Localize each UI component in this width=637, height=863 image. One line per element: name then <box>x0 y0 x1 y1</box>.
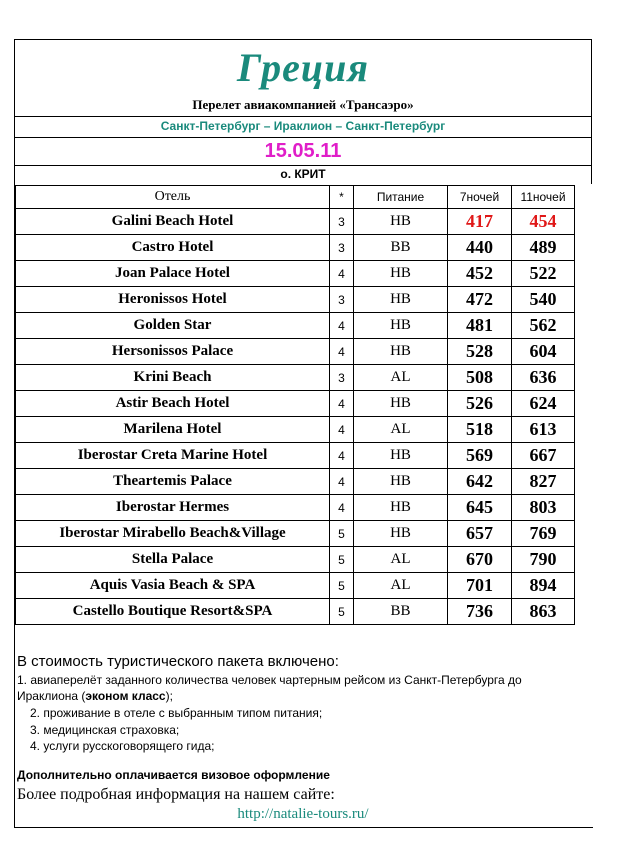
table-row <box>16 547 575 573</box>
star-rating: 4 <box>330 391 354 417</box>
star-rating: 4 <box>330 469 354 495</box>
price-7-nights: 452 <box>448 261 512 287</box>
star-rating: 4 <box>330 495 354 521</box>
price-7-nights: 518 <box>448 417 512 443</box>
price-11-nights: 604 <box>512 339 575 365</box>
included-item-2: 2. проживание в отеле с выбранным типом питания; <box>30 706 323 720</box>
table-row <box>16 573 575 599</box>
more-info-text: Более подробная информация на нашем сайте: <box>17 786 335 803</box>
price-11-nights: 522 <box>512 261 575 287</box>
airline-line: Перелет авиакомпанией «Трансаэро» <box>192 97 414 112</box>
island-name: о. КРИТ <box>280 167 326 181</box>
hotel-name: Joan Palace Hotel <box>16 261 330 287</box>
hotel-name: Golden Star <box>16 313 330 339</box>
price-11-nights: 624 <box>512 391 575 417</box>
meal-plan: AL <box>354 547 448 573</box>
hotel-name: Hersonissos Palace <box>16 339 330 365</box>
table-row <box>16 287 575 313</box>
price-11-nights: 454 <box>512 209 575 235</box>
star-rating: 5 <box>330 573 354 599</box>
price-11-nights: 636 <box>512 365 575 391</box>
price-11-nights: 540 <box>512 287 575 313</box>
included-item-1-continued <box>17 689 173 703</box>
included-item-4: 4. услуги русскоговорящего гида; <box>30 739 215 753</box>
price-11-nights: 769 <box>512 521 575 547</box>
star-rating: 5 <box>330 521 354 547</box>
included-item-1-end: ); <box>165 689 173 703</box>
price-11-nights: 667 <box>512 443 575 469</box>
hotel-name: Theartemis Palace <box>16 469 330 495</box>
price-7-nights: 472 <box>448 287 512 313</box>
meal-plan: BB <box>354 599 448 625</box>
hotel-name: Iberostar Hermes <box>16 495 330 521</box>
meal-plan: HB <box>354 287 448 313</box>
column-header-meal: Питание <box>354 186 448 209</box>
price-7-nights: 440 <box>448 235 512 261</box>
price-7-nights: 642 <box>448 469 512 495</box>
meal-plan: HB <box>354 495 448 521</box>
included-title: В стоимость туристического пакета включено: <box>17 653 339 670</box>
star-rating: 5 <box>330 547 354 573</box>
price-11-nights: 562 <box>512 313 575 339</box>
price-11-nights: 894 <box>512 573 575 599</box>
island-block <box>15 166 592 184</box>
hotel-name: Krini Beach <box>16 365 330 391</box>
table-row <box>16 339 575 365</box>
table-row <box>16 469 575 495</box>
table-row <box>16 521 575 547</box>
star-rating: 4 <box>330 339 354 365</box>
price-7-nights: 508 <box>448 365 512 391</box>
price-7-nights: 481 <box>448 313 512 339</box>
meal-plan: BB <box>354 235 448 261</box>
meal-plan: HB <box>354 313 448 339</box>
table-row <box>16 261 575 287</box>
meal-plan: AL <box>354 573 448 599</box>
hotel-name: Galini Beach Hotel <box>16 209 330 235</box>
price-7-nights: 526 <box>448 391 512 417</box>
star-rating: 3 <box>330 287 354 313</box>
table-row <box>16 417 575 443</box>
column-header-7-nights: 7ночей <box>448 186 512 209</box>
price-11-nights: 803 <box>512 495 575 521</box>
price-7-nights: 670 <box>448 547 512 573</box>
meal-plan: HB <box>354 469 448 495</box>
hotel-name: Castello Boutique Resort&SPA <box>16 599 330 625</box>
star-rating: 4 <box>330 443 354 469</box>
hotel-price-table <box>15 185 575 625</box>
hotel-name: Iberostar Mirabello Beach&Village <box>16 521 330 547</box>
included-item-1-class: эконом класс <box>85 689 166 703</box>
hotel-name: Aquis Vasia Beach & SPA <box>16 573 330 599</box>
table-row <box>16 313 575 339</box>
table-row <box>16 599 575 625</box>
table-header-row <box>16 186 575 209</box>
header-block <box>15 39 592 117</box>
table-row <box>16 391 575 417</box>
included-item-1-start: 1. авиаперелёт заданного количества человек чартерным рейсом из Санкт-Петербурга до <box>17 673 522 687</box>
price-7-nights: 736 <box>448 599 512 625</box>
table-row <box>16 365 575 391</box>
price-7-nights: 528 <box>448 339 512 365</box>
star-rating: 3 <box>330 235 354 261</box>
table-row <box>16 209 575 235</box>
price-7-nights: 417 <box>448 209 512 235</box>
table-row <box>16 235 575 261</box>
visa-note: Дополнительно оплачивается визовое оформление <box>17 768 330 782</box>
hotel-rows <box>16 209 575 625</box>
price-7-nights: 657 <box>448 521 512 547</box>
included-item-1-cont: Ираклиона ( <box>17 689 86 703</box>
included-item-3: 3. медицинская страховка; <box>30 723 180 737</box>
included-item-1 <box>17 673 522 687</box>
meal-plan: HB <box>354 443 448 469</box>
date-block <box>15 138 592 166</box>
table-row <box>16 495 575 521</box>
meal-plan: AL <box>354 417 448 443</box>
column-header-hotel: Отель <box>16 186 330 209</box>
price-7-nights: 569 <box>448 443 512 469</box>
price-11-nights: 613 <box>512 417 575 443</box>
star-rating: 4 <box>330 261 354 287</box>
column-header-stars: * <box>330 186 354 209</box>
hotel-name: Astir Beach Hotel <box>16 391 330 417</box>
hotel-name: Marilena Hotel <box>16 417 330 443</box>
hotel-name: Heronissos Hotel <box>16 287 330 313</box>
star-rating: 5 <box>330 599 354 625</box>
meal-plan: AL <box>354 365 448 391</box>
price-11-nights: 489 <box>512 235 575 261</box>
price-11-nights: 827 <box>512 469 575 495</box>
hotel-name: Castro Hotel <box>16 235 330 261</box>
price-11-nights: 790 <box>512 547 575 573</box>
price-7-nights: 645 <box>448 495 512 521</box>
meal-plan: HB <box>354 391 448 417</box>
meal-plan: HB <box>354 339 448 365</box>
hotel-name: Iberostar Creta Marine Hotel <box>16 443 330 469</box>
hotel-name: Stella Palace <box>16 547 330 573</box>
price-7-nights: 701 <box>448 573 512 599</box>
star-rating: 4 <box>330 313 354 339</box>
column-header-11-nights: 11ночей <box>512 186 575 209</box>
star-rating: 3 <box>330 209 354 235</box>
star-rating: 4 <box>330 417 354 443</box>
price-11-nights: 863 <box>512 599 575 625</box>
meal-plan: HB <box>354 521 448 547</box>
meal-plan: HB <box>354 261 448 287</box>
website-link[interactable]: http://natalie-tours.ru/ <box>237 806 369 822</box>
table-row <box>16 443 575 469</box>
departure-date: 15.05.11 <box>264 140 342 162</box>
price-sheet <box>14 39 593 828</box>
page-title: Греция <box>237 45 369 90</box>
route-block <box>15 116 592 138</box>
route-text: Санкт-Петербург – Ираклион – Санкт-Петербург <box>160 119 446 133</box>
meal-plan: HB <box>354 209 448 235</box>
star-rating: 3 <box>330 365 354 391</box>
